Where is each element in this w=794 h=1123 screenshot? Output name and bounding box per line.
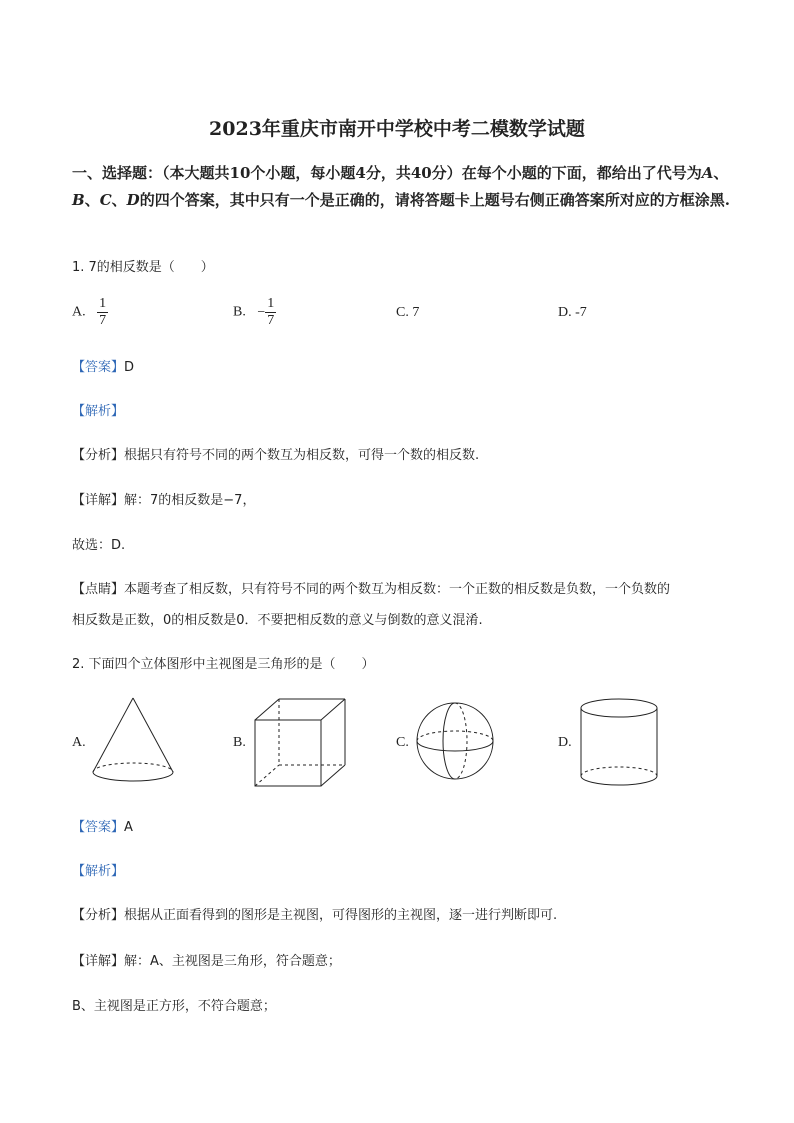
cube-figure bbox=[252, 696, 350, 790]
dianjing-text: 本题考查了相反数，只有符号不同的两个数互为相反数：一个正数的相反数是负数，一个负数的 bbox=[124, 582, 671, 597]
xiangjie-text: 解：A、主视图是三角形，符合题意； bbox=[124, 954, 341, 969]
fenxi-text: 根据只有符号不同的两个数互为相反数，可得一个数的相反数. bbox=[124, 448, 480, 463]
fenxi-tag: 【分析】 bbox=[72, 448, 125, 463]
fraction-numerator: 1 bbox=[99, 296, 107, 311]
q1-option-b-fraction bbox=[265, 296, 276, 329]
fraction-numerator: 1 bbox=[267, 296, 275, 311]
q1-analysis-tag: 【解析】 bbox=[72, 404, 125, 419]
answer-value: A bbox=[124, 820, 133, 835]
q2-option-c-letter: C. bbox=[396, 735, 409, 750]
q1-option-c: C. 7 bbox=[396, 305, 420, 320]
q1-stem: 1. 7的相反数是（ ） bbox=[72, 260, 214, 275]
fenxi-text: 根据从正面看得到的图形是主视图，可得图形的主视图，逐一进行判断即可. bbox=[124, 908, 558, 923]
q2-fenxi bbox=[72, 904, 557, 923]
q2-xiangjie bbox=[72, 950, 341, 969]
dianjing-tag: 【点睛】 bbox=[72, 582, 125, 597]
q1-option-a-letter: A. bbox=[72, 304, 86, 320]
fraction-denominator: 7 bbox=[267, 313, 275, 328]
q1-option-b bbox=[233, 296, 276, 329]
q1-dianjing-line1 bbox=[72, 578, 670, 597]
q1-xiangjie bbox=[72, 489, 255, 508]
q1-answer bbox=[72, 356, 134, 375]
answer-tag: 【答案】 bbox=[72, 360, 125, 375]
q2-option-a-letter: A. bbox=[72, 735, 86, 750]
section-instructions: 一、选择题：（本大题共10个小题，每小题4分，共40分）在每个小题的下面，都给出了代号为A、B、C、D的四个答案，其中只有一个是正确的，请将答题卡上题号右侧正确答案所对应的方框涂黑. bbox=[72, 164, 730, 209]
q1-guxuan: 故选：D. bbox=[72, 538, 126, 553]
cylinder-figure bbox=[578, 696, 660, 790]
q2-stem: 2. 下面四个立体图形中主视图是三角形的是（ ） bbox=[72, 657, 375, 672]
fraction-denominator: 7 bbox=[99, 313, 107, 328]
q1-dianjing-line2: 相反数是正数，0的相反数是0．不要把相反数的意义与倒数的意义混淆. bbox=[72, 613, 483, 628]
q1-option-a-fraction bbox=[97, 296, 108, 329]
xiangjie-tag: 【详解】 bbox=[72, 493, 125, 508]
q1-option-b-letter: B. bbox=[233, 304, 246, 320]
q2-option-d-letter: D. bbox=[558, 735, 572, 750]
sphere-figure bbox=[414, 700, 496, 782]
q2-analysis-tag: 【解析】 bbox=[72, 864, 125, 879]
answer-value: D bbox=[124, 360, 135, 375]
q2-line-b: B、主视图是正方形，不符合题意； bbox=[72, 999, 276, 1014]
xiangjie-text: 解：7的相反数是−7， bbox=[124, 493, 256, 508]
q1-fenxi bbox=[72, 444, 479, 463]
xiangjie-tag: 【详解】 bbox=[72, 954, 125, 969]
q2-answer bbox=[72, 816, 133, 835]
q1-option-d: D. -7 bbox=[558, 305, 587, 320]
fenxi-tag: 【分析】 bbox=[72, 908, 125, 923]
answer-tag: 【答案】 bbox=[72, 820, 125, 835]
cone-figure bbox=[90, 694, 176, 790]
q1-option-a bbox=[72, 296, 108, 329]
page-title: 2023年重庆市南开中学校中考二模数学试题 bbox=[209, 118, 585, 140]
q2-option-b-letter: B. bbox=[233, 735, 246, 750]
q1-option-b-sign: − bbox=[257, 304, 266, 320]
